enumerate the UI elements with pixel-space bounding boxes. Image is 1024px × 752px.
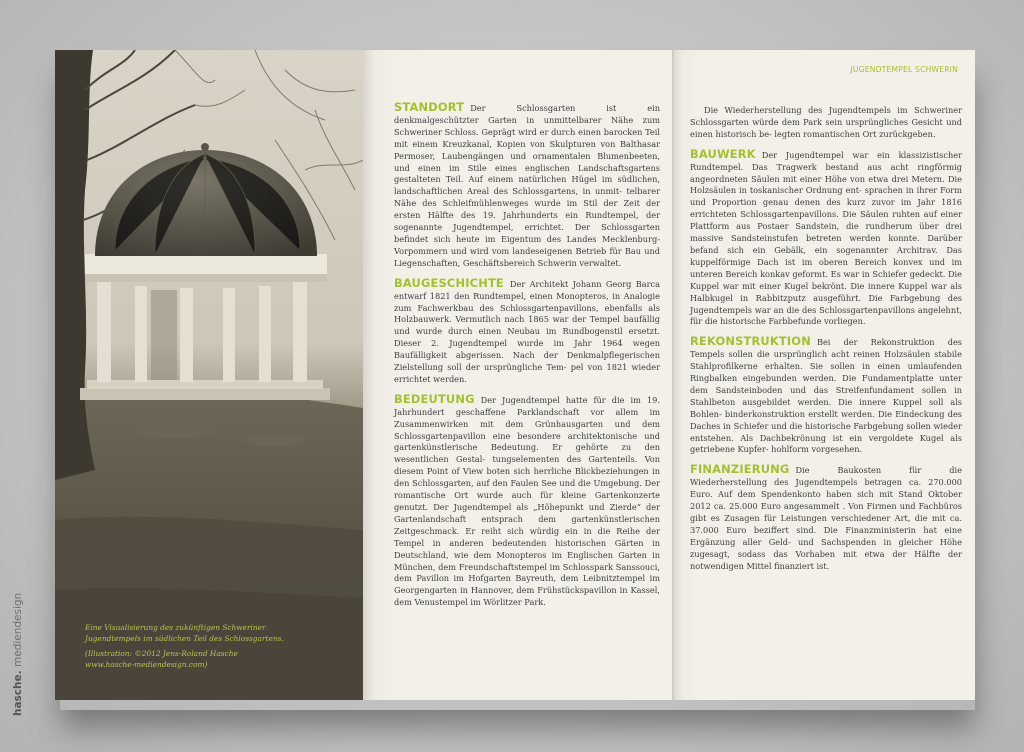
rekonstruktion-text: Bei der Rekonstruktion des Tempels sollen die ursprünglich acht reinen Holzsäulen stabile Stahlprofilkerne erhalten. Sie sollen in einen umlaufenden Ringbalken eingebunden werden. Die Fundamentplatte unter dem Sandsteinboden und das Streifenfundament sollen in Stahlbeton ausgebildet werden. Die innere Kuppel soll als Bohlen- binderkonstruktion erstellt werden. Die Eindeckung des Daches in Schiefer und die historische Farbgebung sollen wieder entstehen. Als Dachbekrönung ist ein vergoldete Kugel als getriebene Kupfer- hohlform vorgesehen. <box>690 337 962 455</box>
baugeschichte-text: Der Architekt Johann Georg Barca entwarf 1821 den Rundtempel, einen Monopteros, in Analogie zum Fachwerkbau des Schlossgartenpavillons, ebenfalls als Holzbauwerk. Vermutlich nach 1865 war der Tempel baufällig und wurde durch einen Neubau im Rundbogenstil ersetzt. Dieser 2. Jugendtempel wurde im Jahr 1964 wegen Baufälligkeit abgerissen. Nach der Denkmalpflegerischen Zielstellung soll der ursprüngliche Tem- pel von 1821 wieder errichtet werden. <box>394 278 660 384</box>
temple-photo-panel <box>55 50 363 700</box>
page-fold <box>672 50 674 700</box>
middle-text-column <box>394 102 660 617</box>
watermark-suffix: mediendesign <box>12 592 24 671</box>
rekonstruktion-heading: REKONSTRUKTION <box>690 334 811 349</box>
bedeutung-text: Der Jugendtempel hatte für die im 19. Jahrhundert geschaffene Parklandschaft vor allem im Zusammenwirken mit dem Grünhausgarten und dem Schlossgartenpavillon eine besondere architektonische und gartenkünstlerische Bedeutung. Er gehörte zu den wesentlichen Gestal- tungselementen des Gartenteils. Von diesem Point of View boten sich herrliche Blickbeziehungen in den Schlossgarten, auf den Faulen See und die Umgebung. Der romantische Ort wurde auch für kleine Gartenkonzerte genutzt. Der Jugendtempel als „Höhepunkt und Zierde“ der Gartenlandschaft entsprach dem gartenkünstlerischen Zeitgeschmack. Er reiht sich würdig ein in die Reihe der Tempel in anderen bedeutenden historischen Gärten in Deutschland, wie dem Monopteros im Englischen Garten in München, dem Freundschaftstempel im Schlosspark Sanssouci, dem Pavillon im Hofgarten Bayreuth, dem Leibnitztempel im Georgengarten in Hannover, dem Frühstückspavillon in Kassel, dem Venustempel im Wörlitzer Park. <box>394 394 660 608</box>
bauwerk-heading: BAUWERK <box>690 146 756 161</box>
watermark <box>12 593 24 716</box>
right-page <box>673 50 975 700</box>
photo-caption <box>85 623 355 670</box>
credit-line-2: www.hasche-mediendesign.com) <box>85 659 208 669</box>
section-bauwerk <box>690 146 962 329</box>
middle-page <box>363 50 673 700</box>
bauwerk-text: Der Jugendtempel war ein klassizistischer Rundtempel. Das Tragwerk bestand aus acht ringförmig angeordneten Säulen mit einer Höhe von etwa drei Metern. Die Holzsäulen in toskanischer Ordnung ent- sprachen in ihrer Form und Proportion genau denen des kurz zuvor im Jahr 1816 errichteten Schlossgartenpavillons. Die Säulen ruhten auf einer Plattform aus Postaer Sandstein, die rundherum über drei massive Sandsteinstufen betreten werden konnte. Darüber befand sich ein Gebälk, ein sogenannter Architrav. Das kuppelförmige Dach ist im oberen Bereich konvex und im unteren Bereich konkav geformt. Es war in Schiefer gedeckt. Die Kuppel war mit einer Kugel bekrönt. Die innere Kuppel war als Halbkugel in Rabbitzputz ausgeführt. Die Farbgebung des Jugendtempels war an die des Schlossgartenpavillons angelehnt, für die historische Farbbefunde vorliegen. <box>690 149 962 327</box>
section-rekonstruktion <box>690 336 962 456</box>
running-head: JUGENDTEMPEL SCHWERIN <box>850 65 958 74</box>
section-finanzierung <box>690 464 962 572</box>
standort-heading: STANDORT <box>394 100 465 114</box>
intro-paragraph: Die Wiederherstellung des Jugendtempels im Schweriner Schlossgarten würde dem Park sein ursprüngliches Gesicht und einen historisch be- legten romantischen Ort zurückgeben. <box>690 105 962 139</box>
caption-line-2: Jugendtempels im südlichen Teil des Schlossgartens. <box>85 633 284 643</box>
section-standort <box>394 102 660 270</box>
baugeschichte-heading: BAUGESCHICHTE <box>394 275 504 290</box>
right-text-column <box>690 105 962 581</box>
bedeutung-heading: BEDEUTUNG <box>394 391 475 406</box>
finanzierung-heading: FINANZIERUNG <box>690 462 790 477</box>
credit-line-1: (Illustration: ©2012 Jens-Roland Hasche <box>85 649 238 658</box>
watermark-brand: hasche. <box>12 670 24 716</box>
finanzierung-text: Die Baukosten für die Wiederherstellung des Jugendtempels betragen ca. 270.000 Euro. Auf dem Spendenkonto haben sich mit Stand Oktober 2012 ca. 25.000 Euro angesammelt . Von Firmen und Fachbüros gibt es Zusagen für Leistungen verschiedener Art, die mit ca. 37.000 Euro beziffert sind. Die Finanzministerin hat eine Ergänzung aller Geld- und Sachspenden in gleicher Höhe zugesagt, sodass das Vorhaben mit etwa der Hälfte der notwendigen Mittel finanziert ist. <box>690 465 962 571</box>
caption-line-1: Eine Visualisierung des zukünftigen Schweriner <box>85 623 266 632</box>
temple-illustration <box>55 50 363 700</box>
section-baugeschichte <box>394 275 660 386</box>
section-bedeutung <box>394 391 660 609</box>
standort-text: Der Schlossgarten ist ein denkmalgeschützter Garten in unmittelbarer Nähe zum Schweriner Schloss. Geprägt wird er durch einen barocken Teil mit einem Kreuzkanal, Kopien von Skulpturen von Balthasar Permoser, Laubengängen und ornamentalen Blumenbeeten, und einen im Stile eines englischen Landschaftsgartens gestalteten Teil. Auf einem natürlichen Hügel im südlichen, landschaftlichen Areal des Schlossgartens, in unmit- telbarer Nähe des Schleifmühlenweges wurde im Stil der Zeit der ersten Hälfte des 19. Jahrhunderts ein Rundtempel, der sogenannte Jugendtempel, errichtet. Der Schlossgarten befindet sich heute im Eigentum des Landes Mecklenburg- Vorpommern und wird vom landeseigenen Betrieb für Bau und Liegenschaften, Geschäftsbereich Schwerin verwaltet. <box>394 103 660 268</box>
